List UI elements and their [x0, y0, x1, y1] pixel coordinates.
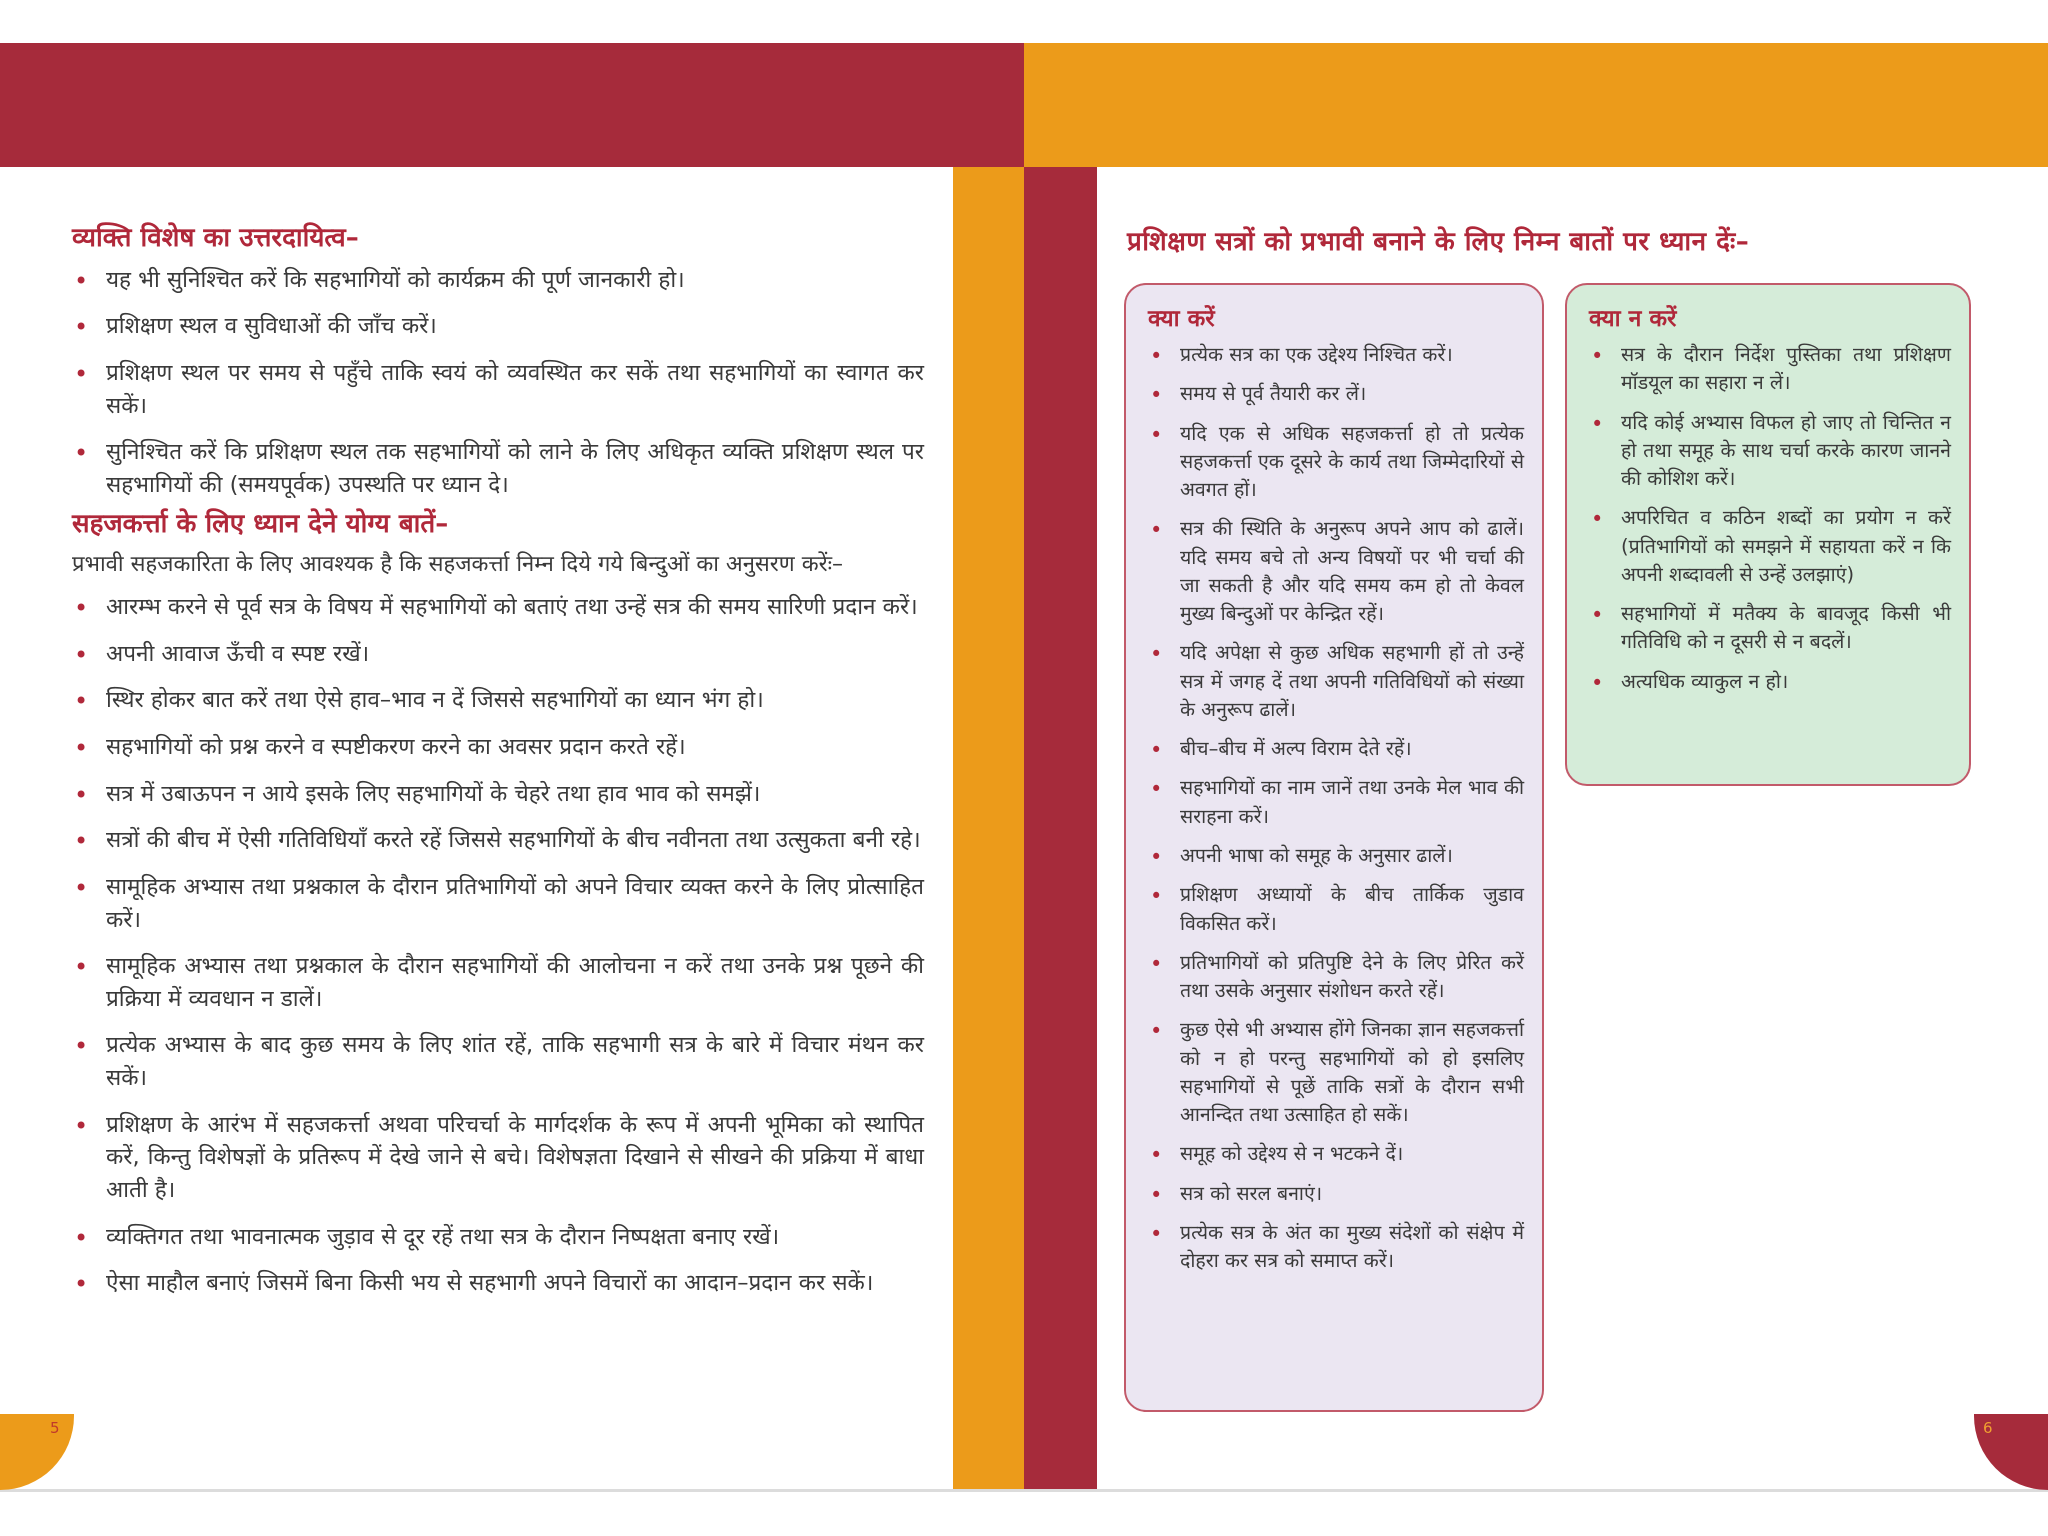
responsibility-heading: व्यक्ति विशेष का उत्तरदायित्व–: [72, 223, 359, 253]
list-item: • अत्यधिक व्याकुल न हो।: [1589, 668, 1951, 696]
list-item: • अपरिचित व कठिन शब्दों का प्रयोग न करें (प्रतिभागियों को समझने में सहायता करें न कि अपनी शब्दावली से उन्हें उलझाएं): [1589, 504, 1951, 589]
list-item: • सत्र के दौरान निर्देश पुस्तिका तथा प्रशिक्षण मॉडयूल का सहारा न लें।: [1589, 341, 1951, 398]
list-item: • सत्र को सरल बनाएं।: [1148, 1180, 1524, 1208]
list-item: • प्रत्येक सत्र का एक उद्देश्य निश्चित करें।: [1148, 341, 1524, 369]
page-number-right: 6: [1983, 1419, 1993, 1437]
list-item: • प्रत्येक अभ्यास के बाद कुछ समय के लिए शांत रहें, ताकि सहभागी सत्र के बारे में विचार मंथन कर सकें।: [72, 1029, 924, 1094]
list-item: • समय से पूर्व तैयारी कर लें।: [1148, 380, 1524, 408]
facilitator-heading: सहजकर्त्ता के लिए ध्यान देने योग्य बातें–: [72, 508, 449, 539]
list-item: • सत्र में उबाऊपन न आये इसके लिए सहभागियों के चेहरे तथा हाव भाव को समझें।: [72, 778, 924, 811]
left-page-content: [72, 222, 924, 1314]
list-item: • प्रशिक्षण के आरंभ में सहजकर्त्ता अथवा परिचर्चा के मार्गदर्शक के रूप में अपनी भूमिका को स्थापित करें, किन्तु विशेषज्ञों के प्रतिरूप में देखे जाने से बचे। विशेषज्ञता दिखाने से सीखने की प्रक्रिया में बाधा आती है।: [72, 1109, 924, 1207]
header-banner-right: [1024, 43, 2048, 167]
dont-box: [1565, 283, 1971, 786]
list-item: • यदि एक से अधिक सहजकर्त्ता हो तो प्रत्येक सहजकर्त्ता एक दूसरे के कार्य तथा जिम्मेदारियों से अवगत हों।: [1148, 420, 1524, 505]
list-item: • अपनी भाषा को समूह के अनुसार ढालें।: [1148, 842, 1524, 870]
list-item: • सुनिश्चित करें कि प्रशिक्षण स्थल तक सहभागियों को लाने के लिए अधिकृत व्यक्ति प्रशिक्षण स्थल पर सहभागियों की (समयपूर्वक) उपस्थति पर ध्यान दे।: [72, 436, 924, 501]
list-item: • प्रशिक्षण स्थल पर समय से पहुँचे ताकि स्वयं को व्यवस्थित कर सकें तथा सहभागियों का स्वागत कर सकें।: [72, 357, 924, 422]
list-item: • सामूहिक अभ्यास तथा प्रश्नकाल के दौरान प्रतिभागियों को अपने विचार व्यक्त करने के लिए प्रोत्साहित करें।: [72, 871, 924, 936]
list-item: • सत्र की स्थिति के अनुरूप अपने आप को ढालें। यदि समय बचे तो अन्य विषयों पर भी चर्चा की जा सकती है और यदि समय कम हो तो केवल मुख्य बिन्दुओं पर केन्द्रित रहें।: [1148, 515, 1524, 628]
header-banner-left: [0, 43, 1024, 167]
list-item: • प्रशिक्षण स्थल व सुविधाओं की जाँच करें।: [72, 310, 924, 343]
do-box: [1124, 283, 1544, 1412]
list-item: • ऐसा माहौल बनाएं जिसमें बिना किसी भय से सहभागी अपने विचारों का आदान–प्रदान कर सकें।: [72, 1267, 924, 1300]
spine-bar-red: [1024, 167, 1097, 1489]
list-item: • यदि कोई अभ्यास विफल हो जाए तो चिन्तित न हो तथा समूह के साथ चर्चा करके कारण जानने की कोशिश करें।: [1589, 409, 1951, 494]
list-item: • यह भी सुनिश्चित करें कि सहभागियों को कार्यक्रम की पूर्ण जानकारी हो।: [72, 264, 924, 297]
spine-bar-orange: [953, 167, 1024, 1489]
list-item: • स्थिर होकर बात करें तथा ऐसे हाव–भाव न दें जिससे सहभागियों का ध्यान भंग हो।: [72, 684, 924, 717]
page-number-left: 5: [50, 1419, 60, 1437]
responsibility-list: [72, 264, 924, 502]
list-item: • कुछ ऐसे भी अभ्यास होंगे जिनका ज्ञान सहजकर्त्ता को न हो परन्तु सहभागियों को हो इसलिए सहभागियों से पूछें ताकि सत्रों के दौरान सभी आनन्दित तथा उत्साहित हो सकें।: [1148, 1016, 1524, 1129]
list-item: • आरम्भ करने से पूर्व सत्र के विषय में सहभागियों को बताएं तथा उन्हें सत्र की समय सारिणी प्रदान करें।: [72, 591, 924, 624]
list-item: • प्रतिभागियों को प्रतिपुष्टि देने के लिए प्रेरित करें तथा उसके अनुसार संशोधन करते रहें।: [1148, 949, 1524, 1006]
list-item: • समूह को उद्देश्य से न भटकने दें।: [1148, 1140, 1524, 1168]
facilitator-list: [72, 591, 924, 1300]
list-item: • प्रशिक्षण अध्यायों के बीच तार्किक जुडाव विकसित करें।: [1148, 881, 1524, 938]
list-item: • सहभागियों में मतैक्य के बावजूद किसी भी गतिविधि को न दूसरी से न बदलें।: [1589, 600, 1951, 657]
dont-list: [1589, 341, 1951, 696]
list-item: • व्यक्तिगत तथा भावनात्मक जुड़ाव से दूर रहें तथा सत्र के दौरान निष्पक्षता बनाए रखें।: [72, 1221, 924, 1254]
dont-box-title: क्या न करें: [1589, 306, 1677, 332]
list-item: • सामूहिक अभ्यास तथा प्रश्नकाल के दौरान सहभागियों की आलोचना न करें तथा उनके प्रश्न पूछने की प्रक्रिया में व्यवधान न डालें।: [72, 950, 924, 1015]
do-box-title: क्या करें: [1148, 306, 1215, 332]
list-item: • सहभागियों को प्रश्न करने व स्पष्टीकरण करने का अवसर प्रदान करते रहें।: [72, 731, 924, 764]
list-item: • अपनी आवाज ऊँची व स्पष्ट रखें।: [72, 638, 924, 671]
right-page-heading: प्रशिक्षण सत्रों को प्रभावी बनाने के लिए निम्न बातों पर ध्यान देंः–: [1127, 227, 1750, 257]
bottom-rule: [0, 1489, 2048, 1492]
do-list: [1148, 341, 1524, 1275]
list-item: • प्रत्येक सत्र के अंत का मुख्य संदेशों को संक्षेप में दोहरा कर सत्र को समाप्त करें।: [1148, 1219, 1524, 1276]
list-item: • सहभागियों का नाम जानें तथा उनके मेल भाव की सराहना करें।: [1148, 774, 1524, 831]
list-item: • सत्रों की बीच में ऐसी गतिविधियाँ करते रहें जिससे सहभागियों के बीच नवीनता तथा उत्सुकता बनी रहे।: [72, 824, 924, 857]
page-corner-left: [0, 1414, 74, 1490]
list-item: • यदि अपेक्षा से कुछ अधिक सहभागी हों तो उन्हें सत्र में जगह दें तथा अपनी गतिविधियों को संख्या के अनुरूप ढालें।: [1148, 639, 1524, 724]
list-item: • बीच–बीच में अल्प विराम देते रहें।: [1148, 735, 1524, 763]
facilitator-intro: प्रभावी सहजकारिता के लिए आवश्यक है कि सहजकर्त्ता निम्न दिये गये बिन्दुओं का अनुसरण करेंः–: [72, 552, 844, 578]
